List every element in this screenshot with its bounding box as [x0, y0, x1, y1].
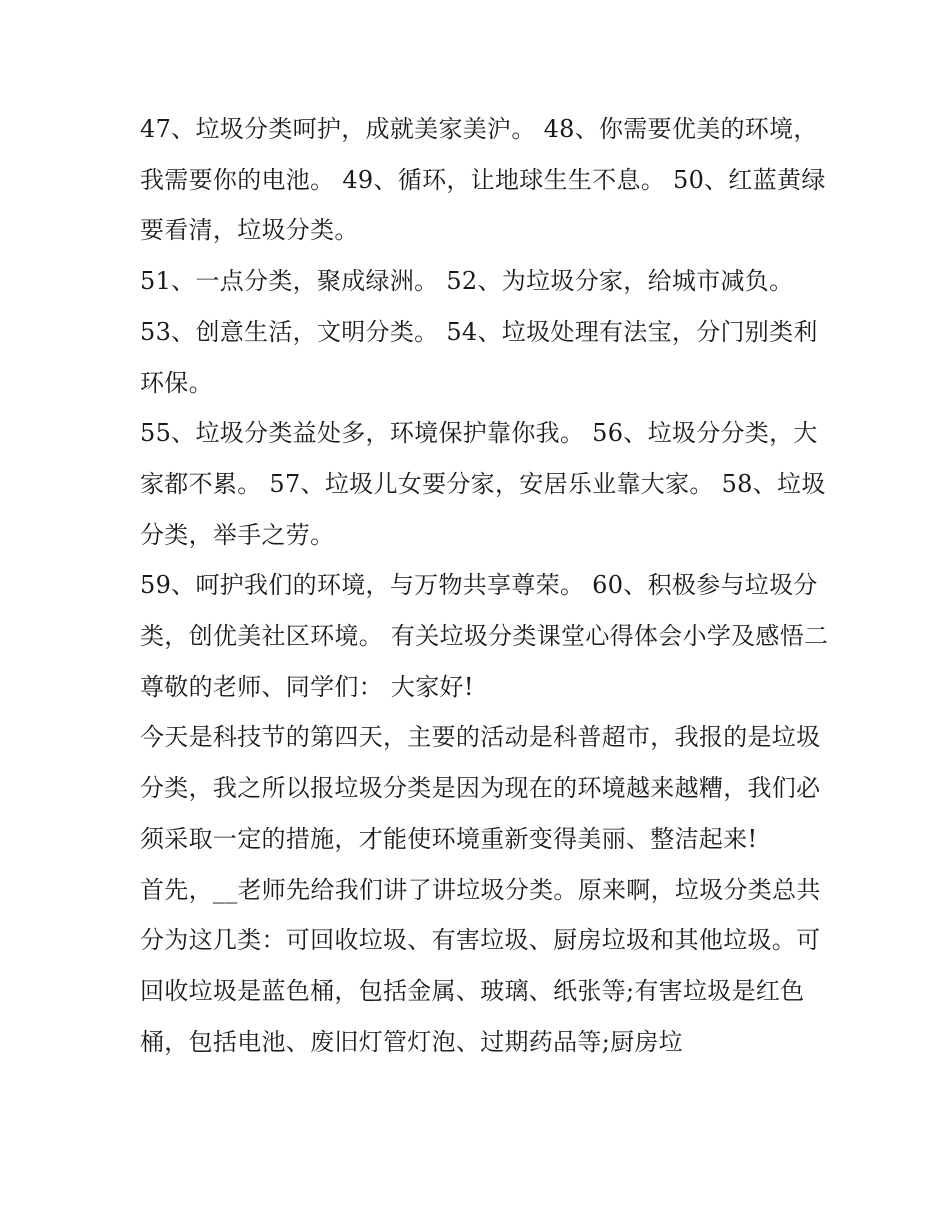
paragraph-slogans-59-60-speech-opening: 59、呵护我们的环境，与万物共享尊荣。 60、积极参与垃圾分类，创优美社区环境。 有关垃圾分类课堂心得体会小学及感悟二 尊敬的老师、同学们： 大家好!	[140, 571, 829, 701]
paragraph-slogans-53-54: 53、创意生活，文明分类。 54、垃圾处理有法宝，分门别类利环保。	[140, 317, 818, 397]
paragraph-science-festival: 今天是科技节的第四天，主要的活动是科普超市，我报的是垃圾分类，我之所以报垃圾分类是因为现在的环境越来越糟，我们必须采取一定的措施，才能使环境重新变得美丽、整洁起来!	[140, 723, 821, 853]
paragraph-slogans-55-58: 55、垃圾分类益处多，环境保护靠你我。 56、垃圾分分类，大家都不累。 57、垃圾儿女要分家，安居乐业靠大家。 58、垃圾分类，举手之劳。	[140, 419, 826, 549]
document-body	[140, 104, 830, 1067]
paragraph-waste-categories: 首先，__老师先给我们讲了讲垃圾分类。原来啊，垃圾分类总共分为这几类：可回收垃圾、有害垃圾、厨房垃圾和其他垃圾。可回收垃圾是蓝色桶，包括金属、玻璃、纸张等;有害垃圾是红色桶，包括电池、废旧灯管灯泡、过期药品等;厨房垃	[140, 875, 821, 1056]
paragraph-slogans-51-52: 51、一点分类，聚成绿洲。 52、为垃圾分家，给城市减负。	[140, 267, 794, 296]
paragraph-slogans-47-50: 47、垃圾分类呵护，成就美家美沪。 48、你需要优美的环境，我需要你的电池。 49、循环，让地球生生不息。 50、红蓝黄绿要看清，垃圾分类。	[140, 115, 826, 245]
